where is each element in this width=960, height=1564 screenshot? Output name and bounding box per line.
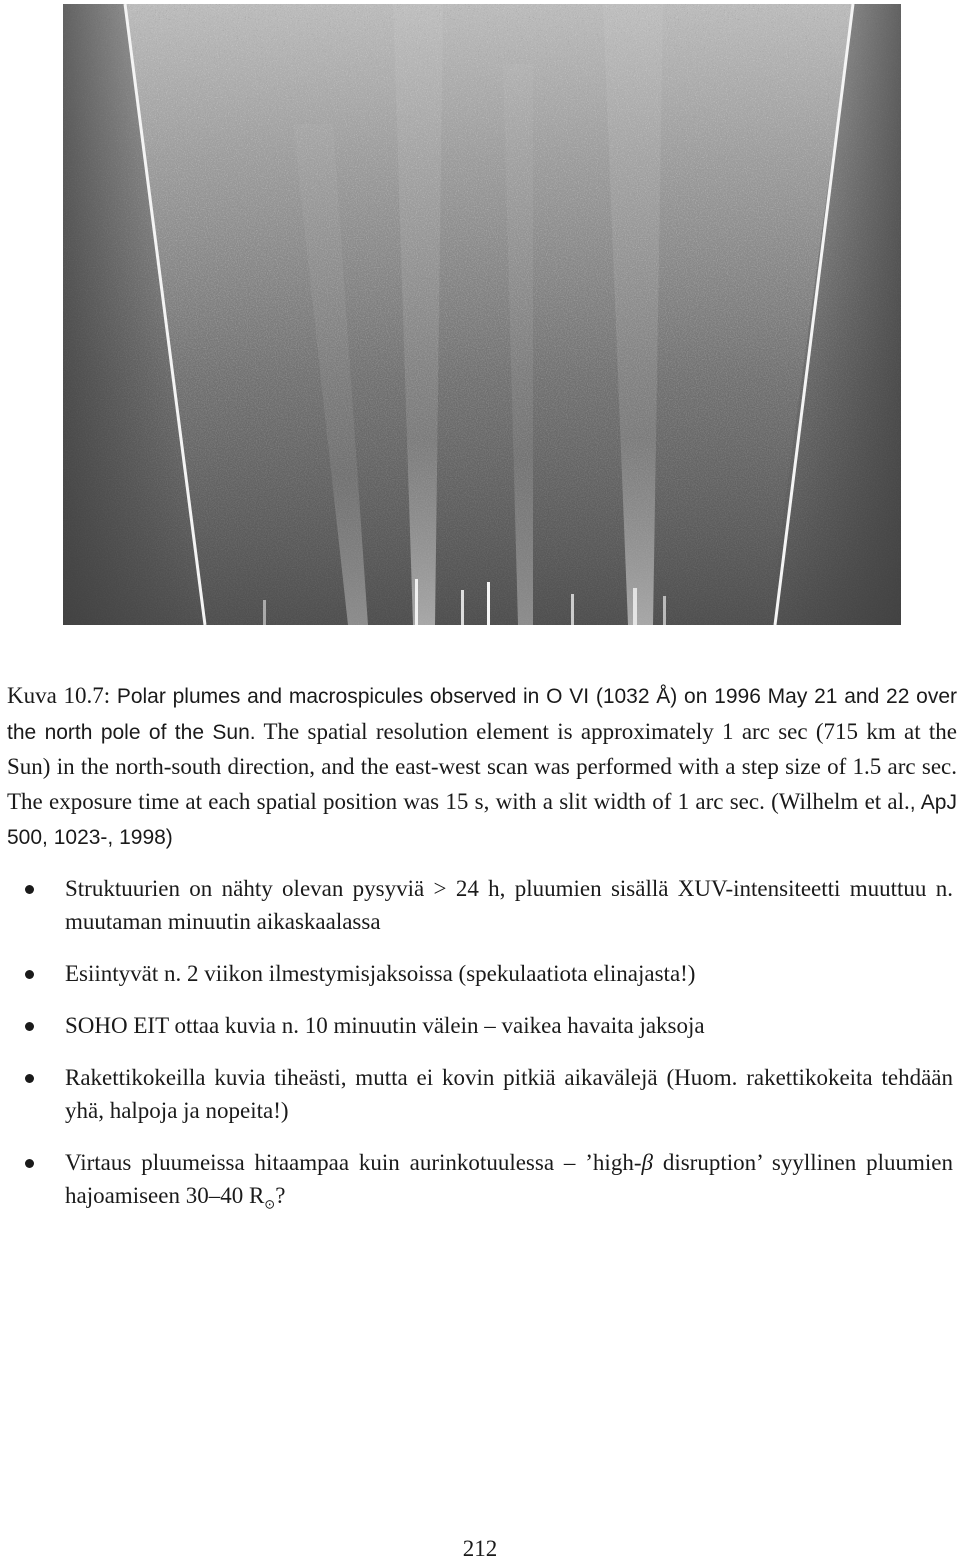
list-item <box>23 872 953 938</box>
page-number: 212 <box>462 1536 498 1561</box>
list-item-text: Struktuurien on nähty olevan pysyviä > 24 h, pluumien sisällä XUV-intensiteetti muuttuu n. muutaman minuutin aikaskaalassa <box>65 876 953 934</box>
polar-plumes-image <box>63 4 901 625</box>
list-item-text-mid: disruption’ syyllinen pluumien hajoamiseen 30–40 R <box>65 1150 953 1208</box>
caption-label: Kuva 10.7: <box>7 683 117 708</box>
beta-symbol: β <box>641 1150 653 1175</box>
plumes-image-graphic <box>63 4 901 625</box>
sun-symbol: ⊙ <box>264 1196 276 1212</box>
list-item <box>23 1146 953 1221</box>
bullet-icon <box>25 885 34 894</box>
bullet-icon <box>25 970 34 979</box>
caption-citation: , ApJ 500, 1023-, 1998) <box>7 790 957 849</box>
figure-caption <box>7 679 957 856</box>
bullet-icon <box>25 1159 34 1168</box>
list-item-text: Esiintyvät n. 2 viikon ilmestymisjaksoissa (spekulaatiota elinajasta!) <box>65 961 696 986</box>
bullet-icon <box>25 1022 34 1031</box>
list-item-text-pre: Virtaus pluumeissa hitaampaa kuin aurinkotuulessa – ’high- <box>65 1150 642 1175</box>
bullet-icon <box>25 1074 34 1083</box>
list-item <box>23 1009 953 1042</box>
list-item-text: SOHO EIT ottaa kuvia n. 10 minuutin välein – vaikea havaita jaksoja <box>65 1013 705 1038</box>
list-item <box>23 957 953 990</box>
caption-text-sans: Polar plumes and macrospicules observed in O VI (1032 Å) on 1996 May 21 and 22 over the north pole of the Sun. <box>7 685 957 744</box>
list-item-text-post: ? <box>275 1183 286 1208</box>
list-item-text: Rakettikokeilla kuvia tiheästi, mutta ei kovin pitkiä aikavälejä (Huom. rakettikokeita tehdään yhä, halpoja ja nopeita!) <box>65 1065 953 1123</box>
bullet-list <box>23 872 953 1240</box>
caption-text-serif: The spatial resolution element is approximately 1 arc sec (715 km at the Sun) in the north-south direction, and the east-west scan was performed with a step size of 1.5 arc sec. The exposure time at each spatial position was 15 s, with a slit width of 1 arc sec. (Wilhelm et al. <box>7 718 958 814</box>
list-item <box>23 1061 953 1127</box>
